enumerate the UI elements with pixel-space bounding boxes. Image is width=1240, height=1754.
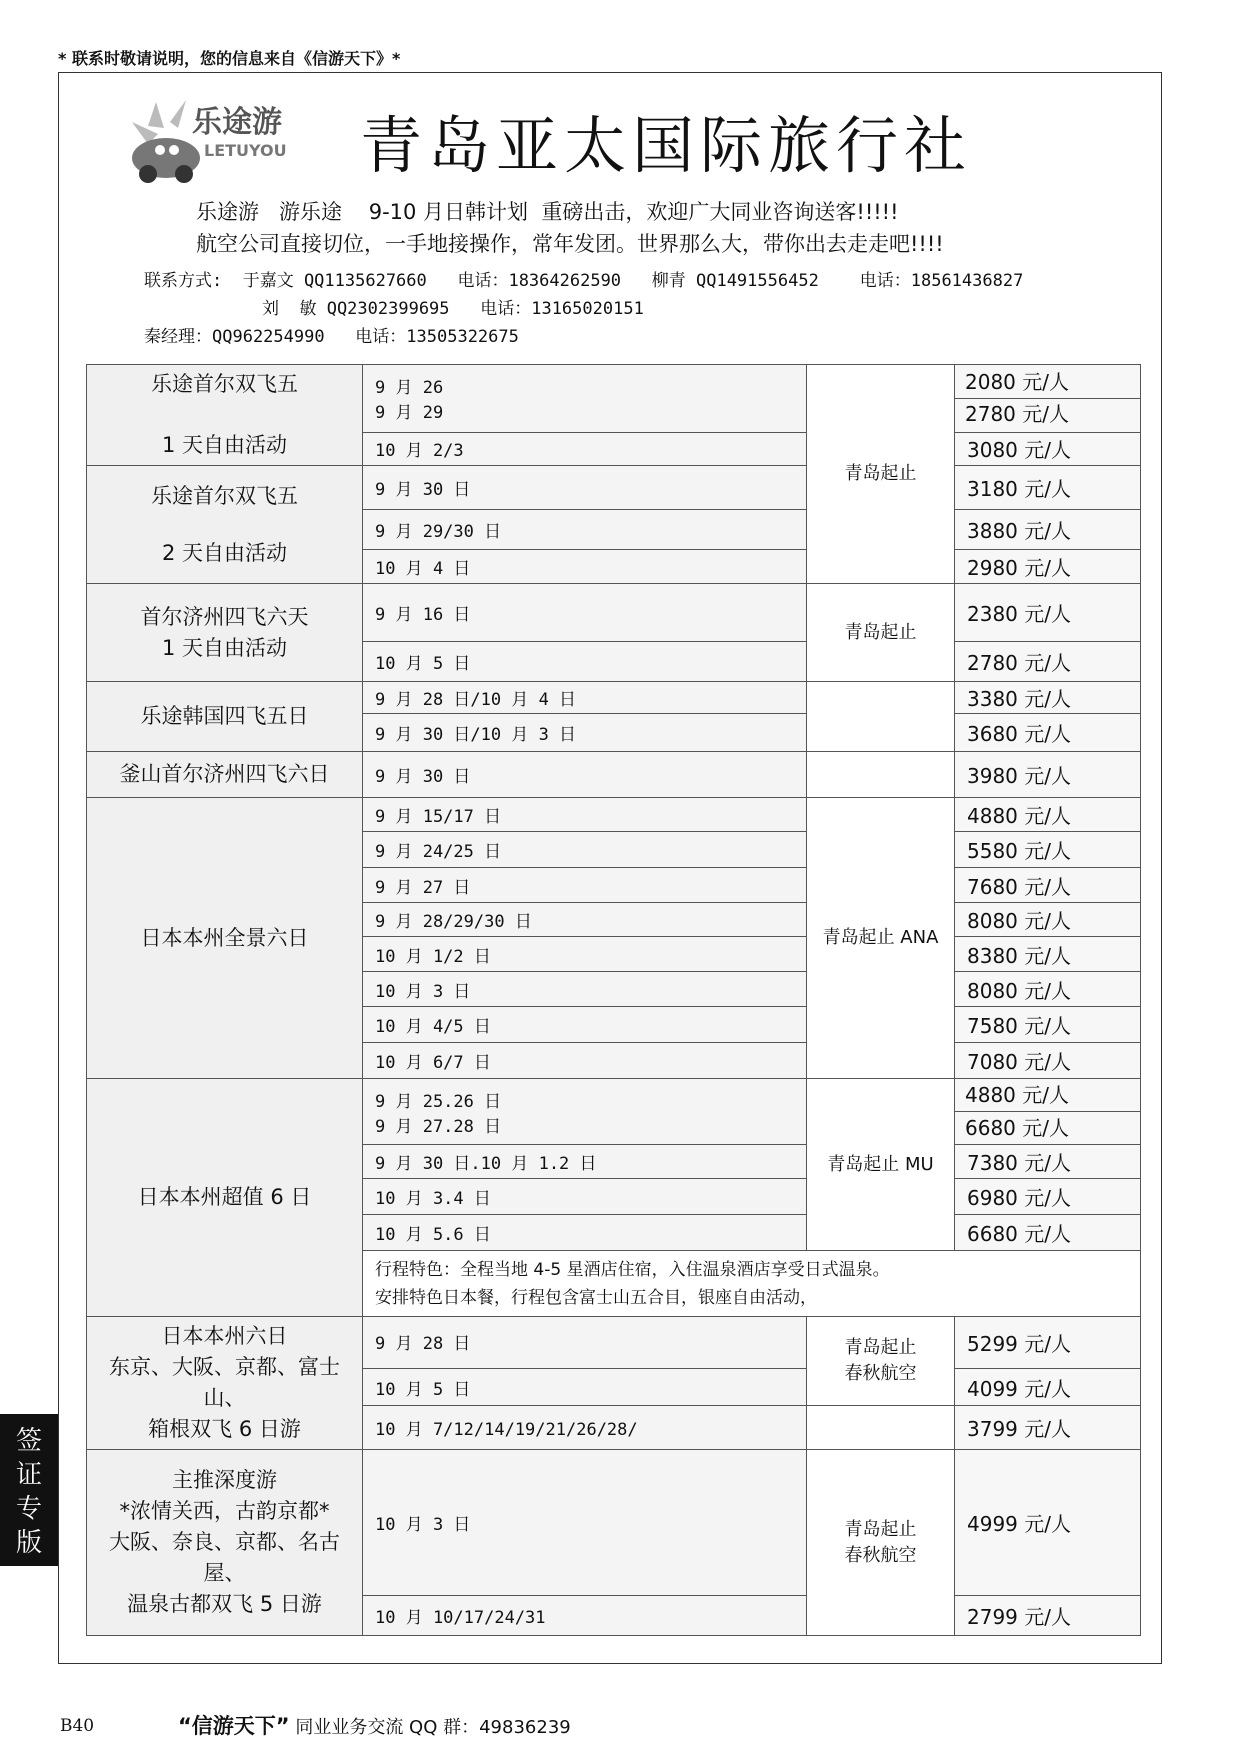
route-4: 乐途韩国四飞五日 (87, 682, 363, 752)
itinerary-note: 行程特色：全程当地 4-5 星酒店住宿，入住温泉酒店享受日式温泉。 安排特色日本餐，行程包含富士山五合目，银座自由活动， (363, 1251, 1141, 1317)
date-cell: 9 月 28 日 (363, 1317, 807, 1369)
footer-text (178, 1710, 571, 1740)
date-cell: 10 月 5 日 (363, 642, 807, 682)
date-cell: 10 月 5 日 (363, 1369, 807, 1405)
date-cell: 10 月 3.4 日 (363, 1179, 807, 1215)
tagline-2: 航空公司直接切位，一手地接操作，常年发团。世界那么大，带你出去走走吧!!!! (196, 232, 944, 256)
date-cell: 9 月 29/30 日 (363, 510, 807, 550)
company-logo (126, 92, 296, 188)
origin-cell: 青岛起止 春秋航空 (807, 1317, 955, 1406)
route-9: 主推深度游 *浓情关西，古韵京都* 大阪、奈良、京都、名古屋、 温泉古都双飞 5 日游 (87, 1450, 363, 1636)
price-cell: 2780 元/人 (955, 642, 1141, 682)
logo-en-text: LETUYOU (204, 141, 287, 160)
date-cell: 9 月 16 日 (363, 584, 807, 642)
price-cell: 2799 元/人 (955, 1596, 1141, 1636)
origin-cell: 青岛起止 (807, 584, 955, 682)
date-cell: 10 月 6/7 日 (363, 1043, 807, 1079)
origin-cell (807, 752, 955, 798)
visa-section-tab: 签 证 专 版 (0, 1414, 58, 1566)
origin-cell (807, 682, 955, 752)
price-cell: 3380 元/人 (955, 682, 1141, 714)
date-cell: 9 月 15/17 日 (363, 798, 807, 832)
route-3: 首尔济州四飞六天 1 天自由活动 (87, 584, 363, 682)
contact-line-2: 刘 敏 QQ2302399695 电话：13165020151 (262, 299, 644, 319)
price-cell: 6680 元/人 (955, 1215, 1141, 1251)
date-cell: 9 月 28/29/30 日 (363, 903, 807, 937)
date-cell: 10 月 3 日 (363, 972, 807, 1007)
price-cell: 8080 元/人 (955, 903, 1141, 937)
price-cell: 7580 元/人 (955, 1007, 1141, 1043)
price-cell: 5299 元/人 (955, 1317, 1141, 1369)
date-cell: 10 月 10/17/24/31 (363, 1596, 807, 1636)
date-cell: 9 月 27 日 (363, 868, 807, 903)
date-cell: 9 月 26 9 月 29 (363, 365, 807, 433)
price-cell: 7380 元/人 (955, 1145, 1141, 1179)
price-cell: 6980 元/人 (955, 1179, 1141, 1215)
price-cell: 2380 元/人 (955, 584, 1141, 642)
origin-cell: 青岛起止 (807, 365, 955, 584)
date-cell: 9 月 30 日/10 月 3 日 (363, 714, 807, 752)
price-cell: 3080 元/人 (955, 432, 1141, 465)
route-1: 乐途首尔双飞五 1 天自由活动 (87, 365, 363, 466)
date-cell: 9 月 28 日/10 月 4 日 (363, 682, 807, 714)
origin-cell: 青岛起止 ANA (807, 798, 955, 1079)
price-cell: 7680 元/人 (955, 868, 1141, 903)
price-cell: 3880 元/人 (955, 510, 1141, 550)
price-table (86, 364, 1140, 1636)
logo-cn-text: 乐途游 (192, 105, 282, 140)
price-cell: 7080 元/人 (955, 1043, 1141, 1079)
price-cell: 8380 元/人 (955, 937, 1141, 972)
footer-qq: 同业业务交流 QQ 群：49836239 (289, 1717, 571, 1738)
date-cell: 10 月 2/3 (363, 432, 807, 465)
price-cell: 2080 元/人 2780 元/人 (955, 365, 1141, 433)
footer-brand: “信游天下” (178, 1714, 290, 1738)
price-cell: 4880 元/人 6680 元/人 (955, 1079, 1141, 1145)
price-cell: 3799 元/人 (955, 1405, 1141, 1449)
route-5: 釜山首尔济州四飞六日 (87, 752, 363, 798)
date-cell: 10 月 3 日 (363, 1450, 807, 1596)
date-cell: 10 月 4/5 日 (363, 1007, 807, 1043)
page-title: 青岛亚太国际旅行社 (360, 109, 973, 182)
price-cell: 3180 元/人 (955, 466, 1141, 510)
date-cell: 9 月 24/25 日 (363, 832, 807, 868)
contact-line-1: 联系方式: 于嘉文 QQ1135627660 电话：18364262590 柳青 QQ1491556452 电话：18561436827 (144, 271, 1024, 291)
price-cell: 4999 元/人 (955, 1450, 1141, 1596)
date-cell: 9 月 25.26 日 9 月 27.28 日 (363, 1079, 807, 1145)
date-cell: 10 月 1/2 日 (363, 937, 807, 972)
route-2: 乐途首尔双飞五 2 天自由活动 (87, 466, 363, 584)
route-7: 日本本州超值 6 日 (87, 1079, 363, 1317)
page-number: B40 (60, 1716, 95, 1736)
origin-cell: 青岛起止 MU (807, 1079, 955, 1251)
date-cell: 9 月 30 日 (363, 466, 807, 510)
price-cell: 3980 元/人 (955, 752, 1141, 798)
date-cell: 10 月 4 日 (363, 550, 807, 584)
price-cell: 2980 元/人 (955, 550, 1141, 584)
price-cell: 4880 元/人 (955, 798, 1141, 832)
origin-cell (807, 1405, 955, 1449)
price-cell: 3680 元/人 (955, 714, 1141, 752)
tagline-1: 乐途游 游乐途 9-10 月日韩计划 重磅出击，欢迎广大同业咨询送客!!!!! (196, 200, 899, 224)
price-cell: 4099 元/人 (955, 1369, 1141, 1405)
price-cell: 8080 元/人 (955, 972, 1141, 1007)
date-cell: 10 月 5.6 日 (363, 1215, 807, 1251)
route-8: 日本本州六日 东京、大阪、京都、富士山、 箱根双飞 6 日游 (87, 1317, 363, 1450)
date-cell: 10 月 7/12/14/19/21/26/28/ (363, 1405, 807, 1449)
price-cell: 5580 元/人 (955, 832, 1141, 868)
date-cell: 9 月 30 日 (363, 752, 807, 798)
origin-cell: 青岛起止 春秋航空 (807, 1450, 955, 1636)
notice-text: * 联系时敬请说明，您的信息来自《信游天下》* (58, 49, 401, 68)
route-6: 日本本州全景六日 (87, 798, 363, 1079)
date-cell: 9 月 30 日.10 月 1.2 日 (363, 1145, 807, 1179)
contact-line-3: 秦经理：QQ962254990 电话：13505322675 (144, 327, 519, 347)
